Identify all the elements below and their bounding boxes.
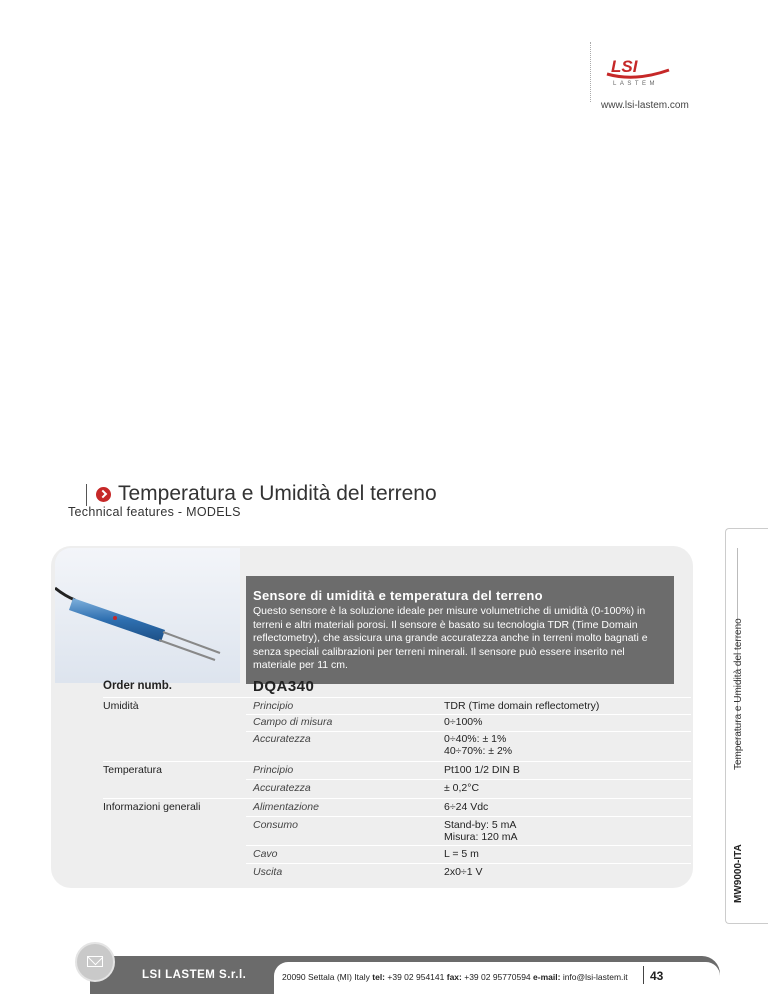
- spec-value: TDR (Time domain reflectometry): [444, 700, 600, 712]
- page-subtitle: Technical features - MODELS: [68, 505, 241, 519]
- website-link[interactable]: www.lsi-lastem.com: [601, 100, 689, 111]
- footer-email[interactable]: info@lsi-lastem.it: [562, 972, 628, 982]
- spec-value: 0÷40%: ± 1%: [444, 733, 507, 745]
- footer-address: 20090 Settala (MI) Italy: [282, 972, 370, 982]
- spec-param: Principio: [253, 764, 294, 776]
- row-divider: [246, 779, 691, 780]
- product-description-box: [246, 576, 674, 684]
- spec-value: 2x0÷1 V: [444, 866, 483, 878]
- side-tab-code: MW9000-ITA: [733, 844, 744, 903]
- spec-param: Uscita: [253, 866, 283, 878]
- mail-icon: [75, 942, 115, 982]
- spec-value: 0÷100%: [444, 716, 483, 728]
- logo-subtext: LASTEM: [613, 81, 659, 87]
- logo-text: LSI: [611, 57, 638, 76]
- row-divider: [103, 761, 691, 762]
- product-description: Questo sensore è la soluzione ideale per misure volumetriche di umidità (0-100%) in terreni e altri materiali porosi. Il sensore è basato su tecnologia TDR (Time Domain reflectometry), che assicura una grande accuratezza anche in terreni molto bagnati e senza speciali calibrazioni per terreni minerali. Il sensore può essere inserito nel materiale per 11 cm.: [253, 605, 648, 671]
- spec-category: Umidità: [103, 700, 139, 712]
- spec-param: Cavo: [253, 848, 278, 860]
- page-number: 43: [650, 969, 664, 983]
- side-tab-label: Temperatura e Umidità del terreno: [733, 618, 744, 770]
- logo-divider: [590, 42, 591, 102]
- side-tab: [725, 528, 768, 924]
- product-name: Sensore di umidità e temperatura del terreno: [253, 588, 543, 603]
- spec-value: Stand-by: 5 mA: [444, 819, 517, 831]
- spec-value-line2: Misura: 120 mA: [444, 831, 518, 843]
- spec-value: 6÷24 Vdc: [444, 801, 489, 813]
- spec-category: Informazioni generali: [103, 801, 201, 813]
- lsi-lastem-logo: [605, 52, 673, 88]
- row-divider: [246, 863, 691, 864]
- order-number-label: Order numb.: [103, 680, 173, 692]
- footer-fax: +39 02 95770594: [464, 972, 531, 982]
- footer-tel-label: tel:: [372, 972, 386, 982]
- spec-param: Consumo: [253, 819, 298, 831]
- footer-email-label: e-mail:: [533, 972, 561, 982]
- page-title: Temperatura e Umidità del terreno: [118, 482, 437, 505]
- title-divider: [86, 484, 87, 506]
- page-number-divider: [643, 966, 644, 984]
- row-divider: [103, 697, 691, 698]
- spec-value: Pt100 1/2 DIN B: [444, 764, 520, 776]
- sensor-photo: [55, 548, 240, 683]
- spec-param: Principio: [253, 700, 294, 712]
- spec-param: Alimentazione: [253, 801, 319, 813]
- row-divider: [246, 845, 691, 846]
- spec-category: Temperatura: [103, 764, 162, 776]
- spec-param: Accuratezza: [253, 782, 311, 794]
- row-divider: [246, 714, 691, 715]
- order-code: DQA340: [253, 678, 315, 695]
- row-divider: [246, 731, 691, 732]
- row-divider: [103, 798, 691, 799]
- spec-value: L = 5 m: [444, 848, 479, 860]
- footer-company: LSI LASTEM S.r.l.: [142, 969, 247, 981]
- spec-param: Campo di misura: [253, 716, 333, 728]
- spec-value-line2: 40÷70%: ± 2%: [444, 745, 513, 757]
- row-divider: [246, 816, 691, 817]
- spec-param: Accuratezza: [253, 733, 311, 745]
- footer-fax-label: fax:: [446, 972, 462, 982]
- spec-value: ± 0,2°C: [444, 782, 480, 794]
- footer-contact: [282, 972, 628, 982]
- chevron-right-icon: [96, 487, 111, 502]
- footer-tel: +39 02 954141: [387, 972, 445, 982]
